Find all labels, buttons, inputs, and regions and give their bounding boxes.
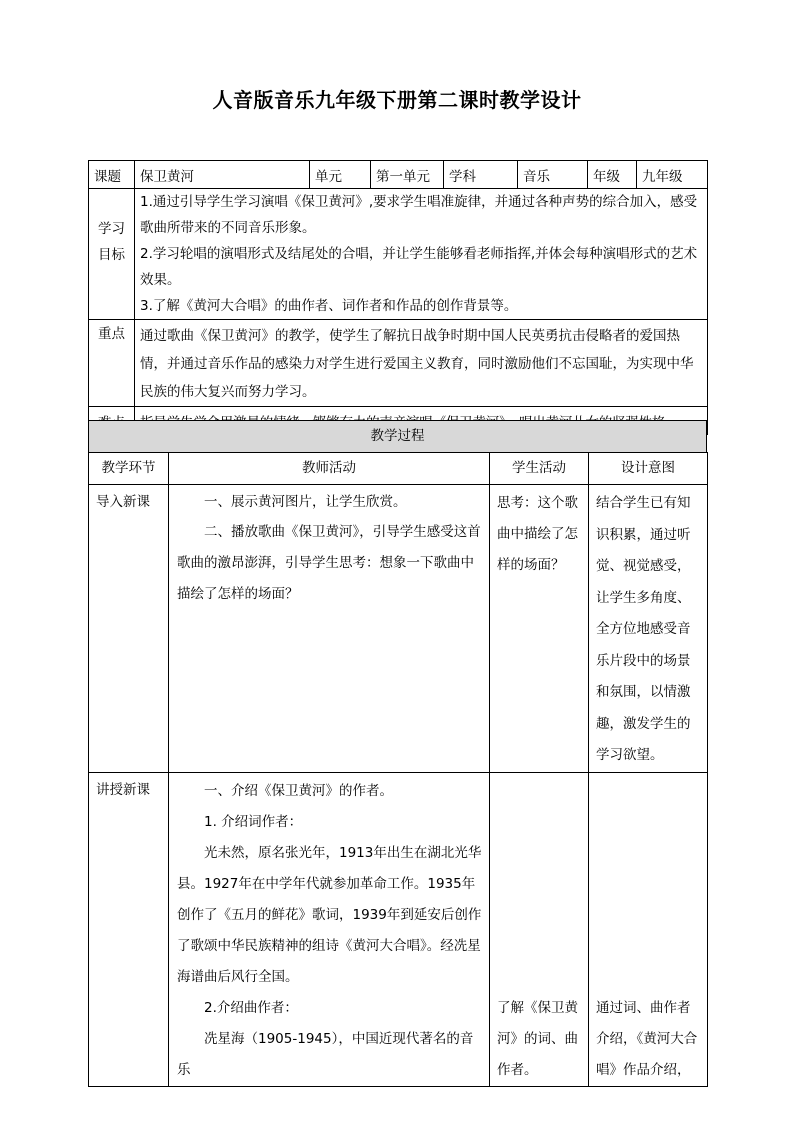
header-intent: 设计意图	[589, 453, 708, 485]
objectives-label: 学习目标	[89, 189, 135, 320]
teacher-activity-line: 冼星海（1905-1945），中国近现代著名的音乐	[177, 1030, 474, 1078]
teacher-activity-cell	[169, 485, 490, 773]
objective-item: 2.学习轮唱的演唱形式及结尾处的合唱，并让学生能够看老师指挥,并体会每种演唱形式的艺术效果。	[140, 246, 698, 288]
teacher-activity-line: 1. 介绍词作者：	[204, 813, 303, 830]
design-intent-cell: 结合学生已有知识积累，通过听觉、视觉感受，让学生多角度、全方位地感受音乐片段中的场景和氛围，以情激趣，激发学生的学习欲望。	[589, 485, 708, 773]
teacher-activity-line: 2.介绍曲作者：	[204, 999, 298, 1016]
unit-label: 单元	[310, 161, 371, 189]
lesson-value: 保卫黄河	[135, 161, 310, 189]
grade-label: 年级	[588, 161, 637, 189]
process-row-teaching	[89, 772, 708, 1086]
unit-value: 第一单元	[371, 161, 444, 189]
process-banner: 教学过程	[88, 420, 707, 453]
key-points-label: 重点	[89, 320, 135, 407]
objectives-row	[89, 189, 708, 320]
stage-cell: 讲授新课	[89, 772, 169, 1086]
teacher-activity-cell	[169, 772, 490, 1086]
process-header-row	[89, 453, 708, 485]
key-points-text: 通过歌曲《保卫黄河》的教学，使学生了解抗日战争时期中国人民英勇抗击侵略者的爱国热情，并通过音乐作品的感染力对学生进行爱国主义教育，同时激励他们不忘国耻，为实现中华民族的伟大复兴而努力学习。	[140, 328, 694, 400]
student-activity-cell: 了解《保卫黄河》的词、曲作者。	[490, 772, 589, 1086]
student-activity-cell: 思考：这个歌曲中描绘了怎样的场面？	[490, 485, 589, 773]
objective-item: 1.通过引导学生学习演唱《保卫黄河》,要求学生唱准旋律，并通过各种声势的综合加入，感受歌曲所带来的不同音乐形象。	[140, 194, 698, 236]
subject-label: 学科	[444, 161, 518, 189]
teacher-activity-line: 二、播放歌曲《保卫黄河》，引导学生感受这首歌曲的激昂澎湃，引导学生思考：想象一下歌曲中描绘了怎样的场面？	[177, 524, 481, 602]
process-row-intro	[89, 485, 708, 773]
header-stage: 教学环节	[89, 453, 169, 485]
lesson-info-table	[88, 160, 708, 435]
teacher-activity-line: 一、展示黄河图片，让学生欣赏。	[204, 494, 407, 510]
key-points-content	[135, 320, 708, 407]
header-teacher: 教师活动	[169, 453, 490, 485]
teacher-activity-line: 光未然，原名张光年，1913年出生在湖北光华县。1927年在中学年代就参加革命工作。1935年创作了《五月的鲜花》歌词，1939年到延安后创作了歌颂中华民族精神的组诗《黄河大合唱》。经冼星海谱曲后风行全国。	[177, 844, 482, 985]
objective-item: 3.了解《黄河大合唱》的曲作者、词作者和作品的创作背景等。	[140, 298, 518, 314]
design-intent-cell: 通过词、曲作者介绍，《黄河大合唱》作品介绍，	[589, 772, 708, 1086]
subject-value: 音乐	[518, 161, 588, 189]
grade-value: 九年级	[637, 161, 708, 189]
lesson-header-row	[89, 161, 708, 189]
objectives-content	[135, 189, 708, 320]
teacher-activity-line: 一、介绍《保卫黄河》的作者。	[204, 782, 393, 799]
lesson-label: 课题	[89, 161, 135, 189]
header-student: 学生活动	[490, 453, 589, 485]
process-table	[88, 452, 708, 1087]
key-points-row	[89, 320, 708, 407]
page-title: 人音版音乐九年级下册第二课时教学设计	[212, 88, 582, 112]
stage-cell: 导入新课	[89, 485, 169, 773]
